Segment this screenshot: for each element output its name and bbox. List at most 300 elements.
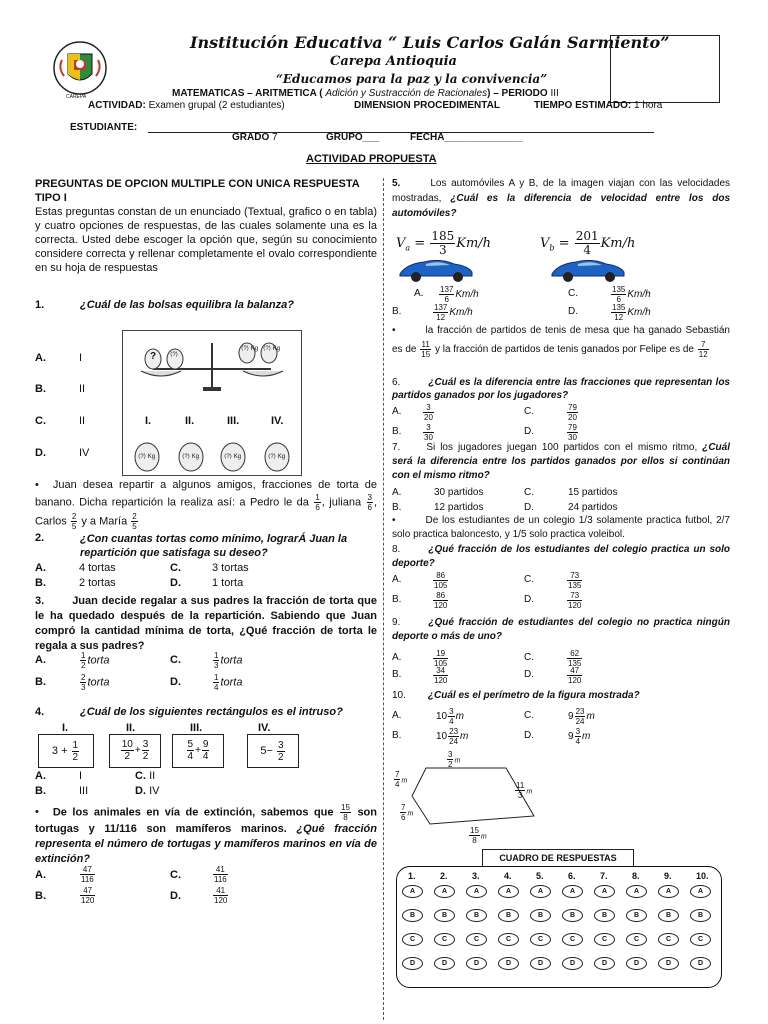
option-letter: A. xyxy=(392,406,402,417)
answer-bubble[interactable]: B xyxy=(594,909,615,922)
q6-option-c[interactable] xyxy=(524,403,577,422)
option-letter: C. xyxy=(524,406,534,417)
option-value: $\frac{3}{20}$ xyxy=(424,403,433,422)
q6-number: 6. xyxy=(392,377,401,388)
answer-bubble[interactable]: B xyxy=(658,909,679,922)
q5-text-a: Los automóviles A y B, de la imagen viajan con las velocidades mostradas, xyxy=(392,178,730,204)
q1-option-d[interactable] xyxy=(35,447,90,459)
figure-top-label: $\frac{3}{2}$ m xyxy=(448,750,461,769)
q7-number: 7. xyxy=(392,442,401,453)
car-a-icon xyxy=(396,254,476,284)
q1-option-letter: A. xyxy=(35,352,46,364)
option-value: $\frac{34}{120}$ xyxy=(434,666,448,685)
q1-option-value: I xyxy=(79,352,83,364)
bullet: • xyxy=(392,325,396,336)
option-value: $\frac{79}{30}$ xyxy=(568,423,577,442)
grupo-label: GRUPO___ xyxy=(326,132,380,143)
subject-b: Adición y Sustracción de Racionales xyxy=(325,88,488,99)
q1-option-value: II xyxy=(79,383,86,395)
answer-bubble-grid xyxy=(402,885,718,979)
q8-block xyxy=(392,543,730,571)
periodo-value: III xyxy=(550,88,559,99)
animals-text-a: De los animales en vía de extinción, sabemos que xyxy=(52,806,334,819)
option-value: 9 $\frac{3}{4}$ m xyxy=(568,727,591,746)
balance-figure xyxy=(122,330,302,476)
juan-text: Juan desea repartir a algunos amigos, fracciones de torta de banano. Dicha repartición la realiza así: a Pedro le da xyxy=(35,479,377,509)
q4-text: ¿Cuál de los siguientes rectángulos es el intruso? xyxy=(80,706,343,718)
option-value: 10 $\frac{3}{4}$ m xyxy=(436,707,464,726)
q10-option-a[interactable] xyxy=(392,707,464,726)
answer-number: 8. xyxy=(632,871,640,881)
answer-number: 6. xyxy=(568,871,576,881)
q8-option-c[interactable] xyxy=(524,571,582,590)
maria-text: y a María xyxy=(81,515,128,528)
actividad-label: ACTIVIDAD: xyxy=(88,100,146,111)
bullet: • xyxy=(35,806,39,819)
q8-text: ¿Qué fracción de los estudiantes del colegio practica un solo deporte? xyxy=(392,544,730,569)
answer-bubble[interactable]: D xyxy=(658,957,679,970)
maria-fraction: $\frac{2}{5}$ xyxy=(132,512,137,531)
q1-option-c[interactable] xyxy=(35,415,86,427)
animals-option-d[interactable] xyxy=(170,886,228,905)
figure-left-lower-label: $\frac{7}{6}$ m xyxy=(401,803,414,822)
scale-icon xyxy=(123,331,301,393)
q2-option-b[interactable] xyxy=(35,576,116,591)
option-letter: D. xyxy=(170,890,181,902)
q3-option-d[interactable] xyxy=(170,673,243,692)
instructions-body: Estas preguntas constan de un enunciado (Textual, grafico o en tabla) y cuatro opciones de respuestas, de las cuales solamente una es la correcta. Usted debe escoger la opción que, según su conocimiento considere correcta y rellenar completamente el ovalo correspondiente en su hoja de respuestas xyxy=(35,206,377,274)
q2-number: 2. xyxy=(35,532,45,544)
tennis-context xyxy=(392,322,730,359)
q8-option-b[interactable] xyxy=(392,591,448,610)
q6-option-d[interactable] xyxy=(524,423,577,442)
q3-number: 3. xyxy=(35,595,45,607)
option-letter: D. xyxy=(524,669,534,680)
option-letter: C. xyxy=(524,652,534,663)
option-value: $\frac{47}{120}$ xyxy=(81,886,95,905)
bag-label: ⟨?⟩ Kg xyxy=(182,454,200,460)
option-value: $\frac{47}{120}$ xyxy=(568,666,582,685)
q10-number: 10. xyxy=(392,690,406,701)
option-letter: C. xyxy=(524,710,534,721)
q5-option-c[interactable] xyxy=(568,285,651,304)
q10-option-d[interactable] xyxy=(524,727,591,746)
answer-bubble[interactable]: C xyxy=(626,933,647,946)
option-letter: D. xyxy=(170,577,181,589)
q5-number: 5. xyxy=(392,178,401,189)
q1-number: 1. xyxy=(35,299,45,311)
actividad-propuesta-title: ACTIVIDAD PROPUESTA xyxy=(306,153,437,165)
q1-option-a[interactable] xyxy=(35,352,83,364)
q2-option-d[interactable] xyxy=(170,576,244,591)
animals-text-b: son tortugas y 11/116 son mamíferos marinos. xyxy=(35,806,377,835)
option-letter: A. xyxy=(392,710,402,721)
answer-bubble[interactable]: D xyxy=(626,957,647,970)
q7-option-d[interactable] xyxy=(524,500,618,515)
option-letter: C. xyxy=(524,574,534,585)
answer-bubble[interactable]: A xyxy=(690,885,711,898)
logo-caption: CAREPA xyxy=(66,94,87,100)
q1-option-letter: D. xyxy=(35,447,46,459)
option-value: 30 partidos xyxy=(434,487,484,498)
answer-bubble[interactable]: B xyxy=(562,909,583,922)
option-value: 2 tortas xyxy=(79,577,116,589)
q10-text: ¿Cuál es el perímetro de la figura mostrada? xyxy=(427,690,640,701)
option-letter: B. xyxy=(392,426,402,437)
option-value: $\frac{135}{12}$ Km/h xyxy=(612,303,651,322)
q4-option-d[interactable] xyxy=(135,784,159,799)
answer-bubble[interactable]: C xyxy=(402,933,423,946)
option-letter: D. xyxy=(524,502,534,513)
roman-label-3: III. xyxy=(227,415,240,427)
students-context xyxy=(392,514,730,542)
answer-bubble[interactable]: A xyxy=(402,885,423,898)
option-value: $\frac{2}{3}$ torta xyxy=(81,673,110,692)
option-letter: C. xyxy=(170,869,181,881)
option-value: I xyxy=(79,770,83,782)
q7-option-a[interactable] xyxy=(392,485,484,500)
option-value: III xyxy=(79,785,89,797)
rect-label-3: III. xyxy=(190,722,203,734)
option-value: $\frac{73}{120}$ xyxy=(568,591,582,610)
option-letter: D. xyxy=(524,730,534,741)
answer-bubble[interactable]: C xyxy=(434,933,455,946)
q10-block xyxy=(392,690,730,701)
option-value: 15 partidos xyxy=(568,487,618,498)
option-value: II xyxy=(149,770,156,782)
q9-text: ¿Qué fracción de estudiantes del colegio no practica ningún deporte o más de uno? xyxy=(392,617,730,642)
q1-option-letter: C. xyxy=(35,415,46,427)
option-letter: C. xyxy=(568,288,578,299)
option-letter: D. xyxy=(524,426,534,437)
bullet: • xyxy=(392,515,396,526)
animals-context xyxy=(35,803,377,867)
option-value: $\frac{86}{120}$ xyxy=(434,591,448,610)
option-letter: C. xyxy=(170,562,181,574)
option-letter: D. xyxy=(135,785,146,797)
q5-option-d[interactable] xyxy=(568,303,651,322)
answer-bubble[interactable]: A xyxy=(658,885,679,898)
option-letter: B. xyxy=(35,890,46,902)
answer-bubble[interactable]: B xyxy=(434,909,455,922)
option-letter: B. xyxy=(35,785,46,797)
bag-unit: Kg xyxy=(250,346,259,352)
answer-number: 2. xyxy=(440,871,448,881)
q3-block xyxy=(35,594,377,654)
tennis-fraction-a: $\frac{11}{15}$ xyxy=(421,340,431,359)
activity-line xyxy=(88,100,708,111)
option-letter: A. xyxy=(35,562,46,574)
answer-bubble[interactable]: D xyxy=(434,957,455,970)
q3-option-a[interactable] xyxy=(35,651,110,670)
figure-right-label: $\frac{11}{3}$ m xyxy=(516,781,533,800)
juan-context xyxy=(35,478,377,531)
option-value: 12 partidos xyxy=(434,502,484,513)
option-letter: C. xyxy=(524,487,534,498)
option-value: $\frac{135}{6}$ Km/h xyxy=(612,285,651,304)
answer-bubble[interactable]: D xyxy=(466,957,487,970)
q4-option-c[interactable] xyxy=(135,769,155,784)
answer-bubble[interactable]: D xyxy=(530,957,551,970)
option-value: 4 tortas xyxy=(79,562,116,574)
rect-label-4: IV. xyxy=(258,722,271,734)
option-value: $\frac{41}{120}$ xyxy=(214,886,228,905)
option-value: $\frac{3}{30}$ xyxy=(424,423,433,442)
answer-bubble[interactable]: B xyxy=(402,909,423,922)
option-value: $\frac{73}{135}$ xyxy=(568,571,582,590)
answer-bubble[interactable]: C xyxy=(466,933,487,946)
option-value: $\frac{19}{105}$ xyxy=(434,649,448,668)
answer-bubble[interactable]: C xyxy=(594,933,615,946)
tiempo-value: 1 hora xyxy=(634,100,663,111)
answer-bubble[interactable]: D xyxy=(402,957,423,970)
q6-block xyxy=(392,376,730,402)
option-value: $\frac{79}{20}$ xyxy=(568,403,577,422)
option-letter: D. xyxy=(568,306,578,317)
answer-sheet-title: CUADRO DE RESPUESTAS xyxy=(482,849,634,867)
answer-bubble[interactable]: D xyxy=(594,957,615,970)
q3-option-b[interactable] xyxy=(35,673,110,692)
option-letter: B. xyxy=(392,594,402,605)
column-divider xyxy=(383,178,384,1020)
option-value: $\frac{86}{105}$ xyxy=(434,571,448,590)
option-letter: D. xyxy=(170,676,181,688)
answer-bubble[interactable]: D xyxy=(498,957,519,970)
option-value: $\frac{1}{2}$ torta xyxy=(81,651,110,670)
option-letter: B. xyxy=(35,676,46,688)
figure-bottom-label: $\frac{15}{8}$ m xyxy=(470,826,487,845)
option-value: 9 $\frac{23}{24}$ m xyxy=(568,707,595,726)
rectangle-3: $\frac{5}{4}$ + $\frac{9}{4}$ xyxy=(172,734,224,768)
answer-bubble[interactable]: C xyxy=(690,933,711,946)
q5-option-b[interactable] xyxy=(392,303,473,322)
bag-label: ⟨?⟩ Kg xyxy=(138,454,156,460)
option-value: IV xyxy=(149,785,160,797)
tiempo xyxy=(534,100,662,111)
q7-block xyxy=(392,441,730,483)
q8-option-a[interactable] xyxy=(392,571,448,590)
bag-unit: Kg xyxy=(233,454,242,460)
option-value: 3 tortas xyxy=(212,562,249,574)
answer-number: 1. xyxy=(408,871,416,881)
answer-number: 10. xyxy=(696,871,709,881)
roman-label-4: IV. xyxy=(271,415,284,427)
animals-option-a[interactable] xyxy=(35,865,94,884)
answer-bubble[interactable]: B xyxy=(626,909,647,922)
unknown-bag-label: ? xyxy=(150,351,157,362)
animals-fraction: $\frac{15}{8}$ xyxy=(341,803,350,822)
q1-option-letter: B. xyxy=(35,383,46,395)
carlos-fraction: $\frac{2}{5}$ xyxy=(71,512,77,531)
motto: “Educamos para la paz y la convivencia” xyxy=(276,72,548,86)
answer-number: 5. xyxy=(536,871,544,881)
answer-bubble[interactable]: D xyxy=(562,957,583,970)
answer-bubble[interactable]: C xyxy=(498,933,519,946)
q8-number: 8. xyxy=(392,544,401,555)
pedro-fraction: $\frac{1}{6}$ xyxy=(315,493,320,512)
tiempo-label: TIEMPO ESTIMADO: xyxy=(534,100,632,111)
subject-c: ) – PERIODO xyxy=(487,88,548,99)
q4-option-a[interactable] xyxy=(35,769,83,784)
option-letter: B. xyxy=(392,730,402,741)
q9-number: 9. xyxy=(392,617,401,628)
q9-option-b[interactable] xyxy=(392,666,448,685)
animals-option-c[interactable] xyxy=(170,865,227,884)
option-value: $\frac{41}{116}$ xyxy=(214,865,227,884)
option-letter: A. xyxy=(35,770,46,782)
answer-bubble[interactable]: C xyxy=(658,933,679,946)
answer-bubble[interactable]: B xyxy=(530,909,551,922)
estudiante-label: ESTUDIANTE: xyxy=(70,122,138,133)
bag-label: ⟨?⟩ Kg xyxy=(268,454,286,460)
grado-text: GRADO xyxy=(232,132,270,143)
answer-bubble[interactable]: B xyxy=(466,909,487,922)
answer-number: 3. xyxy=(472,871,480,881)
bag-unit: Kg xyxy=(277,454,286,460)
option-value: $\frac{137}{6}$ Km/h xyxy=(440,285,479,304)
answer-bubble[interactable]: A xyxy=(594,885,615,898)
q5-option-a[interactable] xyxy=(414,285,479,304)
answer-bubble[interactable]: A xyxy=(626,885,647,898)
q4-number: 4. xyxy=(35,706,45,718)
institution-title: Institución Educativa “ Luis Carlos Galán Sarmiento” xyxy=(190,33,670,52)
q10-option-c[interactable] xyxy=(524,707,595,726)
answer-bubble[interactable]: D xyxy=(690,957,711,970)
bag-unit: Kg xyxy=(191,454,200,460)
option-value: 1 torta xyxy=(212,577,244,589)
q10-option-b[interactable] xyxy=(392,727,469,746)
q1-option-value: IV xyxy=(79,447,90,459)
answer-bubble[interactable]: C xyxy=(530,933,551,946)
answer-number: 7. xyxy=(600,871,608,881)
bag-unit: Kg xyxy=(147,454,156,460)
answer-bubble[interactable]: A xyxy=(466,885,487,898)
roman-label-1: I. xyxy=(145,415,152,427)
q6-option-a[interactable] xyxy=(392,403,433,422)
option-value: $\frac{47}{116}$ xyxy=(81,865,94,884)
answer-bubble[interactable]: B xyxy=(498,909,519,922)
rectangle-1: 3 + $\frac{1}{2}$ xyxy=(38,734,94,768)
option-letter: D. xyxy=(524,594,534,605)
answer-number: 4. xyxy=(504,871,512,881)
option-value: $\frac{62}{135}$ xyxy=(568,649,582,668)
rect-label-1: I. xyxy=(62,722,69,734)
animals-question: ¿Qué fracción representa el número de tortugas y mamíferos marinos en vía de extinción? xyxy=(35,823,377,865)
q8-option-d[interactable] xyxy=(524,591,582,610)
answer-bubble[interactable]: A xyxy=(498,885,519,898)
answer-bubble[interactable]: B xyxy=(690,909,711,922)
q7-option-b[interactable] xyxy=(392,500,484,515)
dimension-label: DIMENSION PROCEDIMENTAL xyxy=(354,100,500,111)
subject-line xyxy=(172,88,559,99)
q4-option-b[interactable] xyxy=(35,784,89,799)
estudiante-line[interactable] xyxy=(148,132,654,133)
bag-unit: Kg xyxy=(272,346,281,352)
q3-option-c[interactable] xyxy=(170,651,243,670)
car-b-icon xyxy=(548,254,628,284)
option-letter: A. xyxy=(392,652,402,663)
answer-bubble[interactable]: A xyxy=(562,885,583,898)
bag-label: ⟨?⟩ Kg xyxy=(224,454,242,460)
rectangle-2: $\frac{10}{2}$ + $\frac{3}{2}$ xyxy=(109,734,161,768)
option-letter: B. xyxy=(35,577,46,589)
actividad-value: Examen grupal (2 estudiantes) xyxy=(148,100,285,111)
option-letter: A. xyxy=(414,288,424,299)
q2-option-a[interactable] xyxy=(35,561,116,576)
answer-bubble[interactable]: A xyxy=(434,885,455,898)
school-logo xyxy=(52,40,108,96)
bag-label: ⟨?⟩ Kg xyxy=(263,346,281,352)
carlos-text: , Carlos xyxy=(35,496,378,528)
option-value: 10 $\frac{23}{24}$ m xyxy=(436,727,469,746)
q1-option-value: II xyxy=(79,415,86,427)
q6-text: ¿Cuál es la diferencia entre las fracciones que representan los partidos ganados por los jugadores? xyxy=(392,377,730,401)
q9-option-a[interactable] xyxy=(392,649,448,668)
option-letter: B. xyxy=(392,502,402,513)
q5-text-b: ¿Cuál es la diferencia de velocidad entre los dos automóviles? xyxy=(392,193,730,219)
q2-text: ¿Con cuantas tortas como mínimo, lograrÁ Juan la repartición que satisfaga su deseo? xyxy=(80,533,348,559)
option-letter: A. xyxy=(35,654,46,666)
q6-option-b[interactable] xyxy=(392,423,433,442)
rectangle-4: 5− $\frac{3}{2}$ xyxy=(247,734,299,768)
fecha-label: FECHA______________ xyxy=(410,132,523,143)
option-letter: A. xyxy=(392,487,402,498)
option-letter: B. xyxy=(392,669,402,680)
option-value: $\frac{1}{3}$ torta xyxy=(214,651,243,670)
photo-box xyxy=(610,35,720,103)
q3-text: Juan decide regalar a sus padres la fracción de torta que le ha quedado después de la repartición. Sabiendo que Juan compró la cantidad mínima de torta, ¿Qué fracción de torta le regala a sus padres? xyxy=(35,595,377,652)
q9-block xyxy=(392,616,730,644)
q5-block xyxy=(392,176,730,221)
bullet: • xyxy=(35,479,39,491)
subject-a: MATEMATICAS – ARITMETICA ( xyxy=(172,88,323,99)
students-text: De los estudiantes de un colegio 1/3 solamente practica futbol, 2/7 solo practica baloncesto, y 1/5 solo practica voleibol. xyxy=(392,515,730,540)
bag-label: ⟨?⟩ xyxy=(170,352,179,358)
grado-value: 7 xyxy=(272,132,278,143)
q7-text-a: Si los jugadores juegan 100 partidos con el mismo ritmo, xyxy=(426,442,698,453)
juliana-text: , juliana xyxy=(321,496,362,509)
speed-b: $V_b$ = $\frac{201}{4}$ Km/h xyxy=(540,229,636,257)
option-letter: A. xyxy=(392,574,402,585)
q1-text: ¿Cuál de las bolsas equilibra la balanza? xyxy=(80,299,294,311)
q9-option-c[interactable] xyxy=(524,649,582,668)
option-letter: C. xyxy=(135,770,146,782)
roman-label-2: II. xyxy=(185,415,195,427)
animals-option-b[interactable] xyxy=(35,886,95,905)
q1-option-b[interactable] xyxy=(35,383,86,395)
instructions-title: PREGUNTAS DE OPCION MULTIPLE CON UNICA RESPUESTA TIPO I xyxy=(35,178,360,204)
q2-option-c[interactable] xyxy=(170,561,249,576)
figure-left-upper-label: $\frac{7}{4}$ m xyxy=(395,770,408,789)
answer-bubble[interactable]: C xyxy=(562,933,583,946)
answer-number: 9. xyxy=(664,871,672,881)
q9-option-d[interactable] xyxy=(524,666,582,685)
option-value: 24 partidos xyxy=(568,502,618,513)
speed-a: $V_a$ = $\frac{185}{3}$ Km/h xyxy=(396,229,492,257)
option-letter: A. xyxy=(35,869,46,881)
tennis-text-a: la fracción de partidos de tenis de mesa que ha ganado Sebastián es de xyxy=(392,325,730,356)
rect-label-2: II. xyxy=(126,722,136,734)
option-letter: B. xyxy=(392,306,402,317)
q7-option-c[interactable] xyxy=(524,485,618,500)
grado-label xyxy=(232,132,278,143)
option-value: $\frac{137}{12}$ Km/h xyxy=(434,303,473,322)
option-value: $\frac{1}{4}$ torta xyxy=(214,673,243,692)
answer-bubble[interactable]: A xyxy=(530,885,551,898)
tennis-text-b: y la fracción de partidos de tenis ganados por Felipe es de xyxy=(434,344,694,356)
option-letter: C. xyxy=(170,654,181,666)
juliana-fraction: $\frac{3}{6}$ xyxy=(367,493,372,512)
